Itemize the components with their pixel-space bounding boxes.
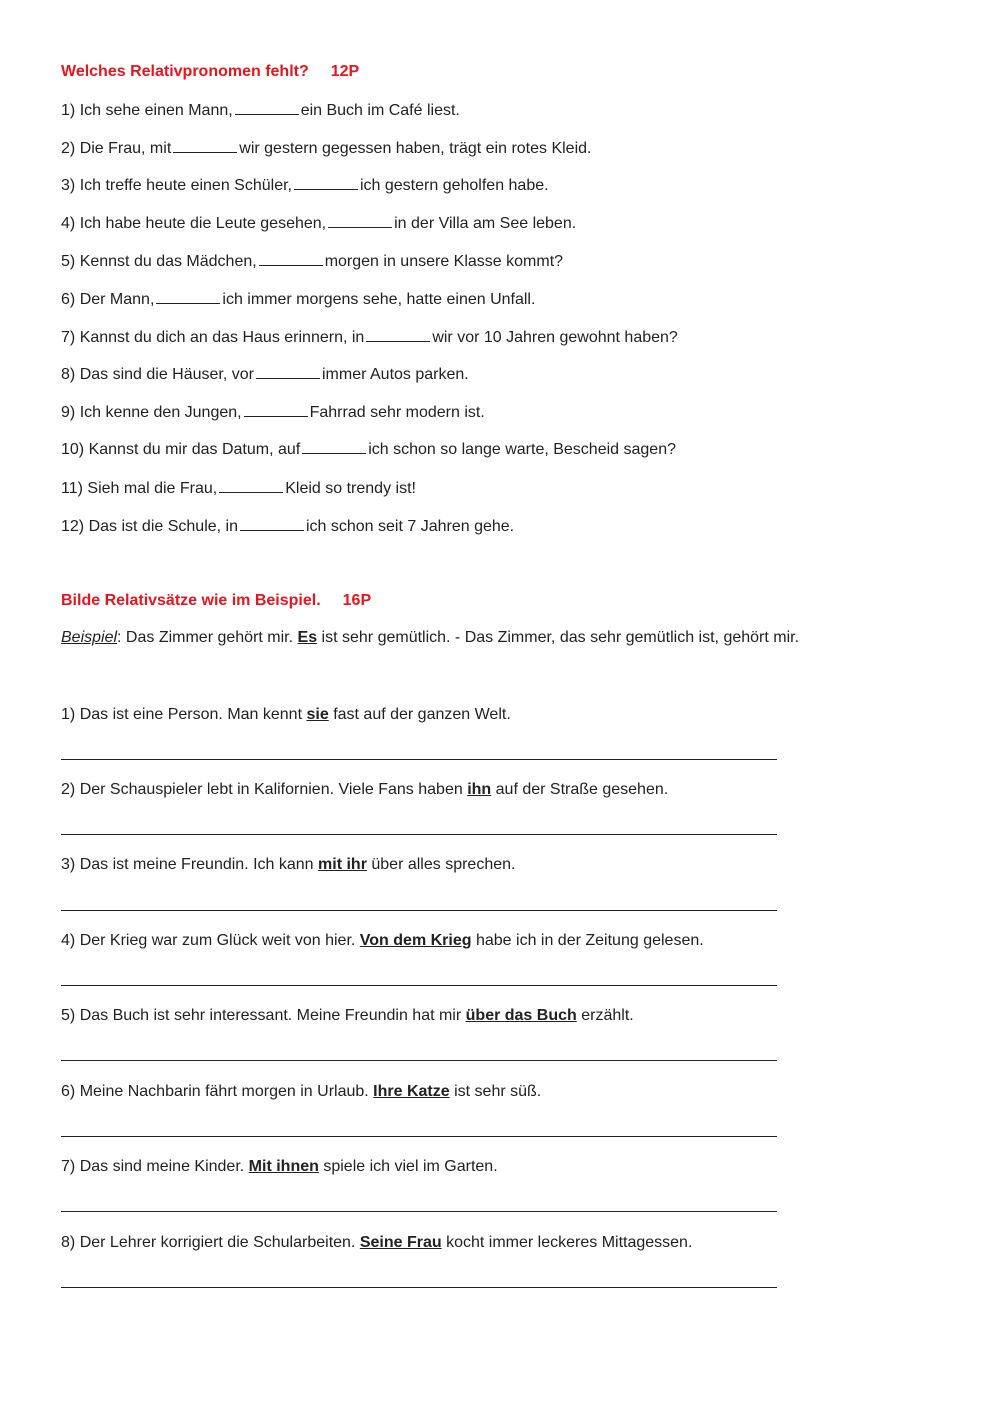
item-text-after: ich gestern geholfen habe. [359, 177, 549, 194]
item-number: 12) [61, 518, 85, 535]
item-text-after: in der Villa am See leben. [394, 215, 577, 232]
item-text-after: ein Buch im Café liest. [300, 102, 460, 119]
answer-blank[interactable] [173, 138, 237, 153]
item-text-before: Die Frau, mit [79, 140, 172, 157]
rewrite-item-6 [61, 1082, 541, 1102]
fill-item-12 [61, 516, 514, 537]
example-bold-word: Es [297, 629, 318, 646]
rewrite-item-1 [61, 705, 511, 725]
item-text-before: Der Krieg war zum Glück weit von hier. [79, 932, 356, 949]
item-highlight: mit ihr [318, 856, 367, 873]
item-text-after: ich immer morgens sehe, hatte einen Unfall. [222, 291, 536, 308]
item-text-before: Sieh mal die Frau, [87, 480, 218, 497]
section1-points: 12P [330, 63, 360, 80]
item-text-before: Der Schauspieler lebt in Kalifornien. Viele Fans haben [79, 781, 463, 798]
item-number: 8) [61, 366, 76, 383]
answer-blank[interactable] [294, 175, 358, 190]
item-text-before: Kannst du dich an das Haus erinnern, in [79, 329, 365, 346]
fill-item-9 [61, 402, 485, 423]
answer-blank[interactable] [156, 289, 220, 304]
item-text-after: auf der Straße gesehen. [495, 781, 669, 798]
rewrite-item-4 [61, 931, 704, 951]
example-text-after: ist sehr gemütlich. - Das Zimmer, das sehr gemütlich ist, gehört mir. [321, 629, 800, 646]
answer-line-4[interactable] [61, 985, 777, 986]
rewrite-item-7 [61, 1157, 498, 1177]
item-text-before: Ich treffe heute einen Schüler, [79, 177, 292, 194]
item-number: 3) [61, 177, 76, 194]
section2-title: Bilde Relativsätze wie im Beispiel. [61, 592, 321, 609]
answer-blank[interactable] [259, 251, 323, 266]
item-number: 5) [61, 253, 76, 270]
fill-item-4 [61, 213, 576, 234]
item-number: 10) [61, 441, 85, 458]
item-text-before: Das ist meine Freundin. Ich kann [79, 856, 314, 873]
fill-item-5 [61, 251, 563, 272]
item-text-after: wir gestern gegessen haben, trägt ein rotes Kleid. [239, 140, 592, 157]
section2-points: 16P [342, 592, 372, 609]
fill-item-11 [61, 478, 416, 499]
rewrite-item-8 [61, 1233, 692, 1253]
answer-line-2[interactable] [61, 834, 777, 835]
item-text-before: Das sind meine Kinder. [79, 1158, 245, 1175]
rewrite-item-3 [61, 855, 515, 875]
item-text-before: Das Buch ist sehr interessant. Meine Freundin hat mir [79, 1007, 462, 1024]
item-highlight: Von dem Krieg [359, 932, 472, 949]
rewrite-item-2 [61, 780, 668, 800]
item-number: 3) [61, 856, 76, 873]
item-text-after: kocht immer leckeres Mittagessen. [446, 1234, 693, 1251]
item-text-before: Meine Nachbarin fährt morgen in Urlaub. [79, 1083, 369, 1100]
item-text-after: ich schon so lange warte, Bescheid sagen? [368, 441, 676, 458]
item-text-after: immer Autos parken. [322, 366, 469, 383]
item-number: 11) [61, 480, 83, 497]
item-text-before: Der Mann, [79, 291, 155, 308]
item-number: 7) [61, 1158, 76, 1175]
section1-title: Welches Relativpronomen fehlt? [61, 63, 309, 80]
item-text-before: Das sind die Häuser, vor [79, 366, 254, 383]
answer-blank[interactable] [244, 402, 308, 417]
item-number: 9) [61, 404, 76, 421]
item-text-before: Ich habe heute die Leute gesehen, [79, 215, 327, 232]
rewrite-item-5 [61, 1006, 634, 1026]
answer-line-3[interactable] [61, 910, 777, 911]
example-label: Beispiel [61, 629, 118, 646]
section1-heading [61, 62, 359, 82]
item-number: 4) [61, 932, 76, 949]
item-text-after: über alles sprechen. [371, 856, 516, 873]
item-text-before: Das ist eine Person. Man kennt [79, 706, 303, 723]
fill-item-2 [61, 138, 591, 159]
item-number: 2) [61, 781, 76, 798]
answer-blank[interactable] [240, 516, 304, 531]
answer-blank[interactable] [219, 478, 283, 493]
item-text-before: Ich kenne den Jungen, [79, 404, 242, 421]
item-text-before: Kannst du mir das Datum, auf [88, 441, 301, 458]
example-line [61, 628, 799, 648]
item-text-after: fast auf der ganzen Welt. [333, 706, 511, 723]
answer-line-1[interactable] [61, 759, 777, 760]
answer-line-8[interactable] [61, 1287, 777, 1288]
item-highlight: über das Buch [465, 1007, 577, 1024]
item-text-before: Kennst du das Mädchen, [79, 253, 257, 270]
example-text-before: : Das Zimmer gehört mir. [117, 629, 294, 646]
item-text-before: Der Lehrer korrigiert die Schularbeiten. [79, 1234, 356, 1251]
item-number: 6) [61, 291, 76, 308]
item-highlight: Mit ihnen [248, 1158, 319, 1175]
item-number: 1) [61, 706, 76, 723]
fill-item-6 [61, 289, 535, 310]
item-highlight: Seine Frau [359, 1234, 442, 1251]
item-number: 4) [61, 215, 76, 232]
item-text-after: habe ich in der Zeitung gelesen. [475, 932, 704, 949]
fill-item-3 [61, 175, 549, 196]
item-number: 7) [61, 329, 76, 346]
answer-blank[interactable] [328, 213, 392, 228]
fill-item-7 [61, 327, 678, 348]
fill-item-1 [61, 100, 460, 121]
item-text-before: Ich sehe einen Mann, [79, 102, 233, 119]
item-number: 8) [61, 1234, 76, 1251]
item-text-after: Fahrrad sehr modern ist. [309, 404, 485, 421]
item-number: 6) [61, 1083, 76, 1100]
section2-heading [61, 591, 371, 611]
answer-line-5[interactable] [61, 1060, 777, 1061]
item-text-after: erzählt. [581, 1007, 634, 1024]
answer-line-7[interactable] [61, 1211, 777, 1212]
fill-item-10 [61, 439, 676, 460]
item-highlight: Ihre Katze [373, 1083, 450, 1100]
answer-blank[interactable] [256, 364, 320, 379]
item-number: 1) [61, 102, 76, 119]
answer-blank[interactable] [302, 439, 366, 454]
item-highlight: ihn [467, 781, 492, 798]
item-text-after: Kleid so trendy ist! [285, 480, 416, 497]
item-text-after: ich schon seit 7 Jahren gehe. [305, 518, 515, 535]
item-number: 5) [61, 1007, 76, 1024]
item-text-after: spiele ich viel im Garten. [323, 1158, 498, 1175]
item-text-after: ist sehr süß. [454, 1083, 542, 1100]
fill-item-8 [61, 364, 469, 385]
answer-line-6[interactable] [61, 1136, 777, 1137]
answer-blank[interactable] [235, 100, 299, 115]
answer-blank[interactable] [366, 327, 430, 342]
item-text-after: wir vor 10 Jahren gewohnt haben? [432, 329, 678, 346]
item-text-after: morgen in unsere Klasse kommt? [324, 253, 564, 270]
item-text-before: Das ist die Schule, in [88, 518, 238, 535]
item-highlight: sie [306, 706, 329, 723]
item-number: 2) [61, 140, 76, 157]
